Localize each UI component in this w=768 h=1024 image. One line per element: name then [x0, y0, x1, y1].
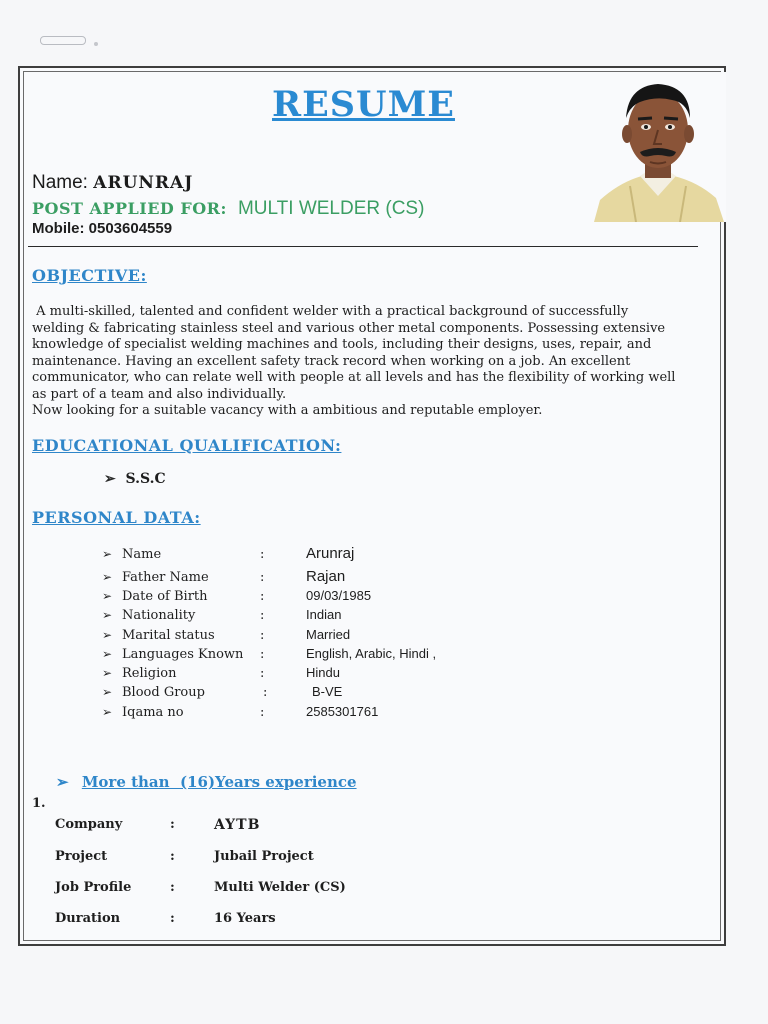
personal-data-label: Date of Birth	[122, 589, 208, 604]
job-detail-label: Duration	[55, 911, 121, 926]
job-detail-row	[55, 817, 260, 833]
objective-line: A multi-skilled, talented and confident welder with a practical background of successfully	[32, 304, 629, 319]
post-applied-label: POST APPLIED FOR:	[32, 199, 227, 218]
resume-title: RESUME	[272, 84, 455, 125]
colon: :	[260, 628, 265, 643]
post-applied-line	[32, 198, 424, 220]
colon: :	[260, 570, 265, 585]
education-heading: EDUCATIONAL QUALIFICATION:	[32, 436, 342, 455]
job-detail-label: Project	[55, 849, 108, 864]
job-detail-value: Multi Welder (CS)	[214, 880, 346, 895]
education-item	[104, 471, 166, 487]
experience-number: 1.	[32, 796, 46, 811]
colon: :	[260, 608, 265, 623]
personal-data-value: Married	[306, 627, 351, 642]
personal-data-row	[102, 704, 378, 724]
job-detail-value: AYTB	[214, 817, 261, 833]
colon: :	[260, 666, 265, 681]
personal-data-value: Indian	[306, 607, 342, 622]
personal-data-value: B-VE	[312, 684, 343, 699]
bullet-arrow-icon: ➢	[102, 666, 113, 680]
colon: :	[260, 647, 265, 662]
post-applied-value: MULTI WELDER (CS)	[237, 198, 425, 219]
candidate-name-line	[32, 172, 193, 194]
candidate-name: ARUNRAJ	[93, 173, 194, 193]
bullet-arrow-icon: ➢	[56, 773, 69, 791]
personal-data-label: Languages Known	[122, 647, 244, 662]
job-detail-row	[55, 911, 276, 926]
colon: :	[260, 589, 265, 604]
colon: :	[170, 880, 175, 895]
mobile-number: Mobile: 0503604559	[32, 220, 173, 237]
job-detail-value: Jubail Project	[214, 849, 314, 864]
staple-dot	[94, 42, 98, 46]
objective-heading: OBJECTIVE:	[32, 266, 147, 285]
staple-mark	[40, 36, 86, 45]
colon: :	[260, 705, 265, 720]
colon: :	[260, 547, 265, 562]
education-item-label: S.S.C	[125, 471, 166, 487]
personal-data-row	[102, 568, 345, 588]
objective-line: maintenance. Having an excellent safety track record when working on a job. An excellent	[32, 353, 631, 369]
bullet-arrow-icon: ➢	[102, 570, 113, 584]
name-label: Name:	[32, 172, 88, 193]
objective-line: knowledge of specialist welding machines and tools, including their designs, uses, repair, and	[32, 337, 652, 352]
colon: :	[170, 911, 175, 926]
objective-line: as part of a team and also individually.	[32, 386, 287, 402]
objective-text	[32, 304, 722, 420]
bullet-arrow-icon: ➢	[102, 685, 113, 699]
bullet-arrow-icon: ➢	[104, 471, 116, 487]
bullet-arrow-icon: ➢	[102, 608, 113, 622]
personal-data-label: Iqama no	[122, 705, 184, 720]
personal-data-value: English, Arabic, Hindi ,	[306, 646, 437, 661]
personal-data-value: 2585301761	[306, 704, 379, 719]
personal-data-value: Hindu	[306, 665, 340, 680]
profile-photo	[590, 72, 726, 222]
experience-summary-text: More than (16)Years experience	[81, 773, 357, 791]
objective-line: communicator, who can relate well with people at all levels and has the flexibility of working well	[32, 370, 676, 385]
objective-line: Now looking for a suitable vacancy with a ambitious and reputable employer.	[32, 403, 543, 418]
personal-data-heading: PERSONAL DATA:	[32, 508, 201, 527]
personal-data-label: Blood Group	[122, 685, 205, 700]
bullet-arrow-icon: ➢	[102, 647, 113, 661]
personal-data-row	[102, 684, 342, 704]
colon: :	[170, 817, 175, 832]
personal-data-label: Marital status	[122, 628, 215, 643]
personal-data-row	[102, 607, 341, 627]
personal-data-label: Nationality	[122, 608, 196, 623]
job-detail-label: Company	[55, 817, 123, 832]
bullet-arrow-icon: ➢	[102, 589, 113, 603]
colon: :	[170, 849, 175, 864]
header-divider	[28, 246, 698, 247]
personal-data-value: Rajan	[306, 568, 346, 585]
job-detail-value: 16 Years	[214, 911, 276, 926]
personal-data-row	[102, 646, 436, 666]
bullet-arrow-icon: ➢	[102, 705, 113, 719]
personal-data-value: Arunraj	[306, 545, 355, 562]
job-detail-label: Job Profile	[55, 880, 132, 895]
personal-data-label: Religion	[122, 666, 177, 681]
objective-line: welding & fabricating stainless steel and various other metal components. Possessing extensive	[32, 320, 666, 336]
bullet-arrow-icon: ➢	[102, 547, 113, 561]
colon: :	[263, 685, 268, 700]
bullet-arrow-icon: ➢	[102, 628, 113, 642]
personal-data-row	[102, 627, 350, 647]
personal-data-label: Father Name	[122, 570, 209, 585]
personal-data-row	[102, 545, 354, 565]
personal-data-row	[102, 665, 340, 685]
job-detail-row	[55, 849, 314, 864]
experience-summary	[56, 773, 357, 791]
personal-data-value: 09/03/1985	[306, 588, 372, 603]
personal-data-label: Name	[122, 547, 162, 562]
job-detail-row	[55, 880, 346, 895]
personal-data-row	[102, 588, 371, 608]
